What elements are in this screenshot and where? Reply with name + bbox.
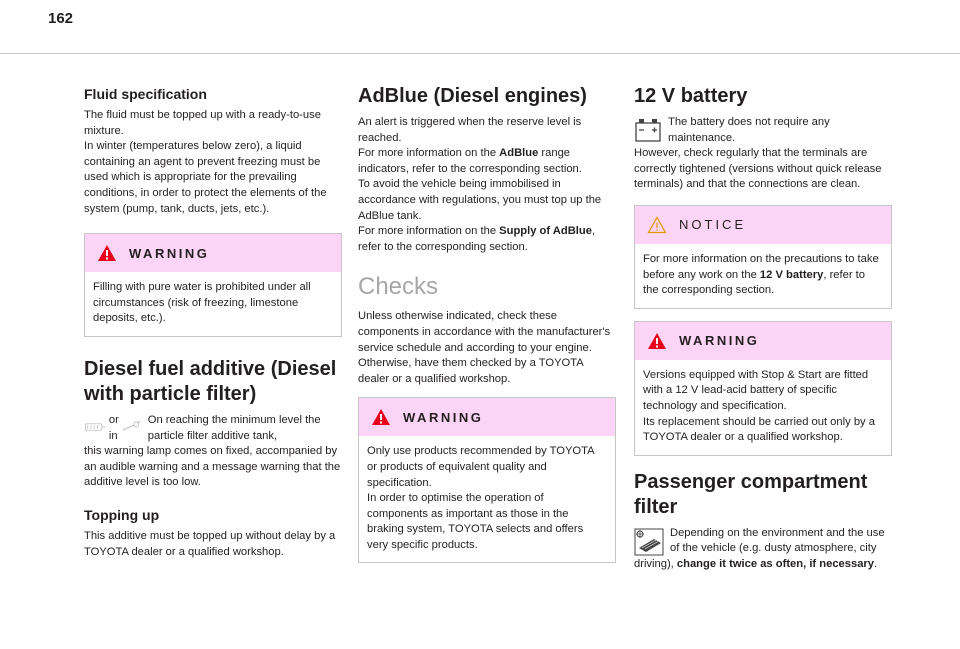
filter-text: Depending on the environment and the use of the vehicle (e.g. dusty atmosphere, city driving), change it twice as often, if necessary. bbox=[634, 526, 885, 570]
warning-text: Only use products recommended by TOYOTA or products of equivalent quality and specification. In order to optimise the operation of components as important as those in the braking system, TOYOTA selects and offers very specific products. bbox=[367, 445, 594, 551]
lamp-text-right: On reaching the minimum level the particle filter additive tank, bbox=[147, 413, 321, 442]
diesel-additive-heading: Diesel fuel additive (Diesel with particle filter) bbox=[84, 357, 337, 405]
notice-box-header bbox=[635, 206, 891, 244]
word-or: or bbox=[108, 413, 119, 426]
page-number: 162 bbox=[48, 10, 74, 27]
warning-title: WARNING bbox=[403, 409, 484, 425]
notice-box bbox=[634, 205, 892, 309]
battery-text2: However, check regularly that the terminals are correctly tightened (versions without quick release terminals) and that the connections are clean. bbox=[634, 147, 882, 191]
adblue-p1: An alert is triggered when the reserve level is reached. bbox=[358, 116, 582, 144]
warning-box-header bbox=[359, 398, 615, 436]
warning-triangle-icon bbox=[647, 332, 667, 350]
warning-title: WARNING bbox=[679, 333, 760, 349]
column-right bbox=[634, 66, 892, 573]
adblue-p4: For more information on the Supply of AdBlue, refer to the corresponding section. bbox=[358, 225, 596, 253]
topping-up-text: This additive must be topped up without delay by a TOYOTA dealer or a qualified workshop. bbox=[84, 529, 336, 558]
column-middle bbox=[358, 66, 616, 569]
warning-title: WARNING bbox=[129, 245, 210, 261]
lamp-description bbox=[84, 413, 342, 491]
adblue-heading: AdBlue (Diesel engines) bbox=[358, 85, 587, 107]
header-divider bbox=[0, 53, 960, 54]
lamp-text-rest: this warning lamp comes on fixed, accompanied by an audible warning and a message warning that the additive level is too low. bbox=[84, 445, 341, 489]
warning-triangle-icon bbox=[97, 244, 117, 262]
fluid-spec-heading: Fluid specification bbox=[84, 86, 207, 102]
topping-up-heading: Topping up bbox=[84, 506, 160, 523]
warning-text: Versions equipped with Stop & Start are fitted with a 12 V lead-acid battery of specific technology and specification. Its replacement should be carried out only by a TOYOTA dealer or a qualified workshop. bbox=[643, 368, 875, 444]
warning-box-header bbox=[635, 322, 891, 360]
warning-box bbox=[634, 321, 892, 456]
warning-text: Filling with pure water is prohibited under all circumstances (risk of freezing, limestone deposits, etc.). bbox=[93, 281, 311, 325]
notice-triangle-icon bbox=[647, 216, 667, 234]
battery-description bbox=[634, 115, 892, 193]
warning-box-header bbox=[85, 234, 341, 272]
cabin-filter-icon bbox=[634, 528, 664, 556]
notice-title: NOTICE bbox=[679, 217, 747, 233]
cabin-filter-heading: Passenger compartment filter bbox=[634, 470, 868, 518]
particle-filter-warning-lamp-icon bbox=[84, 419, 107, 435]
warning-triangle-icon bbox=[371, 408, 391, 426]
column-left bbox=[84, 66, 342, 560]
fluid-spec-text: The fluid must be topped up with a ready-to-use mixture. In winter (temperatures below zero), a liquid containing an agent to prevent freezing must be used which is appropriate for the prevailing conditions, in order to protect the elements of the system (pump, tank, ducts, jets, etc.). bbox=[84, 109, 327, 215]
warning-box bbox=[84, 233, 342, 337]
warning-box bbox=[358, 397, 616, 563]
battery-text1: The battery does not require any maintenance. bbox=[668, 116, 830, 144]
battery-heading: 12 V battery bbox=[634, 85, 748, 107]
adblue-p2: For more information on the AdBlue range indicators, refer to the corresponding section. bbox=[358, 147, 582, 175]
filter-description bbox=[634, 526, 892, 573]
notice-text: For more information on the precautions to take before any work on the 12 V battery, refer to the corresponding section. bbox=[643, 252, 879, 297]
checks-text: Unless otherwise indicated, check these components in accordance with the manufacturer's service schedule and according to your engine. Otherwise, have them checked by a TOYOTA dealer or a qualified workshop. bbox=[358, 310, 611, 385]
battery-icon bbox=[634, 117, 662, 143]
word-in: in bbox=[108, 429, 118, 442]
checks-heading: Checks bbox=[358, 273, 439, 301]
wrench-service-icon bbox=[121, 418, 144, 436]
adblue-p3: To avoid the vehicle being immobilised in accordance with regulations, you must top up the AdBlue tank. bbox=[358, 178, 602, 222]
